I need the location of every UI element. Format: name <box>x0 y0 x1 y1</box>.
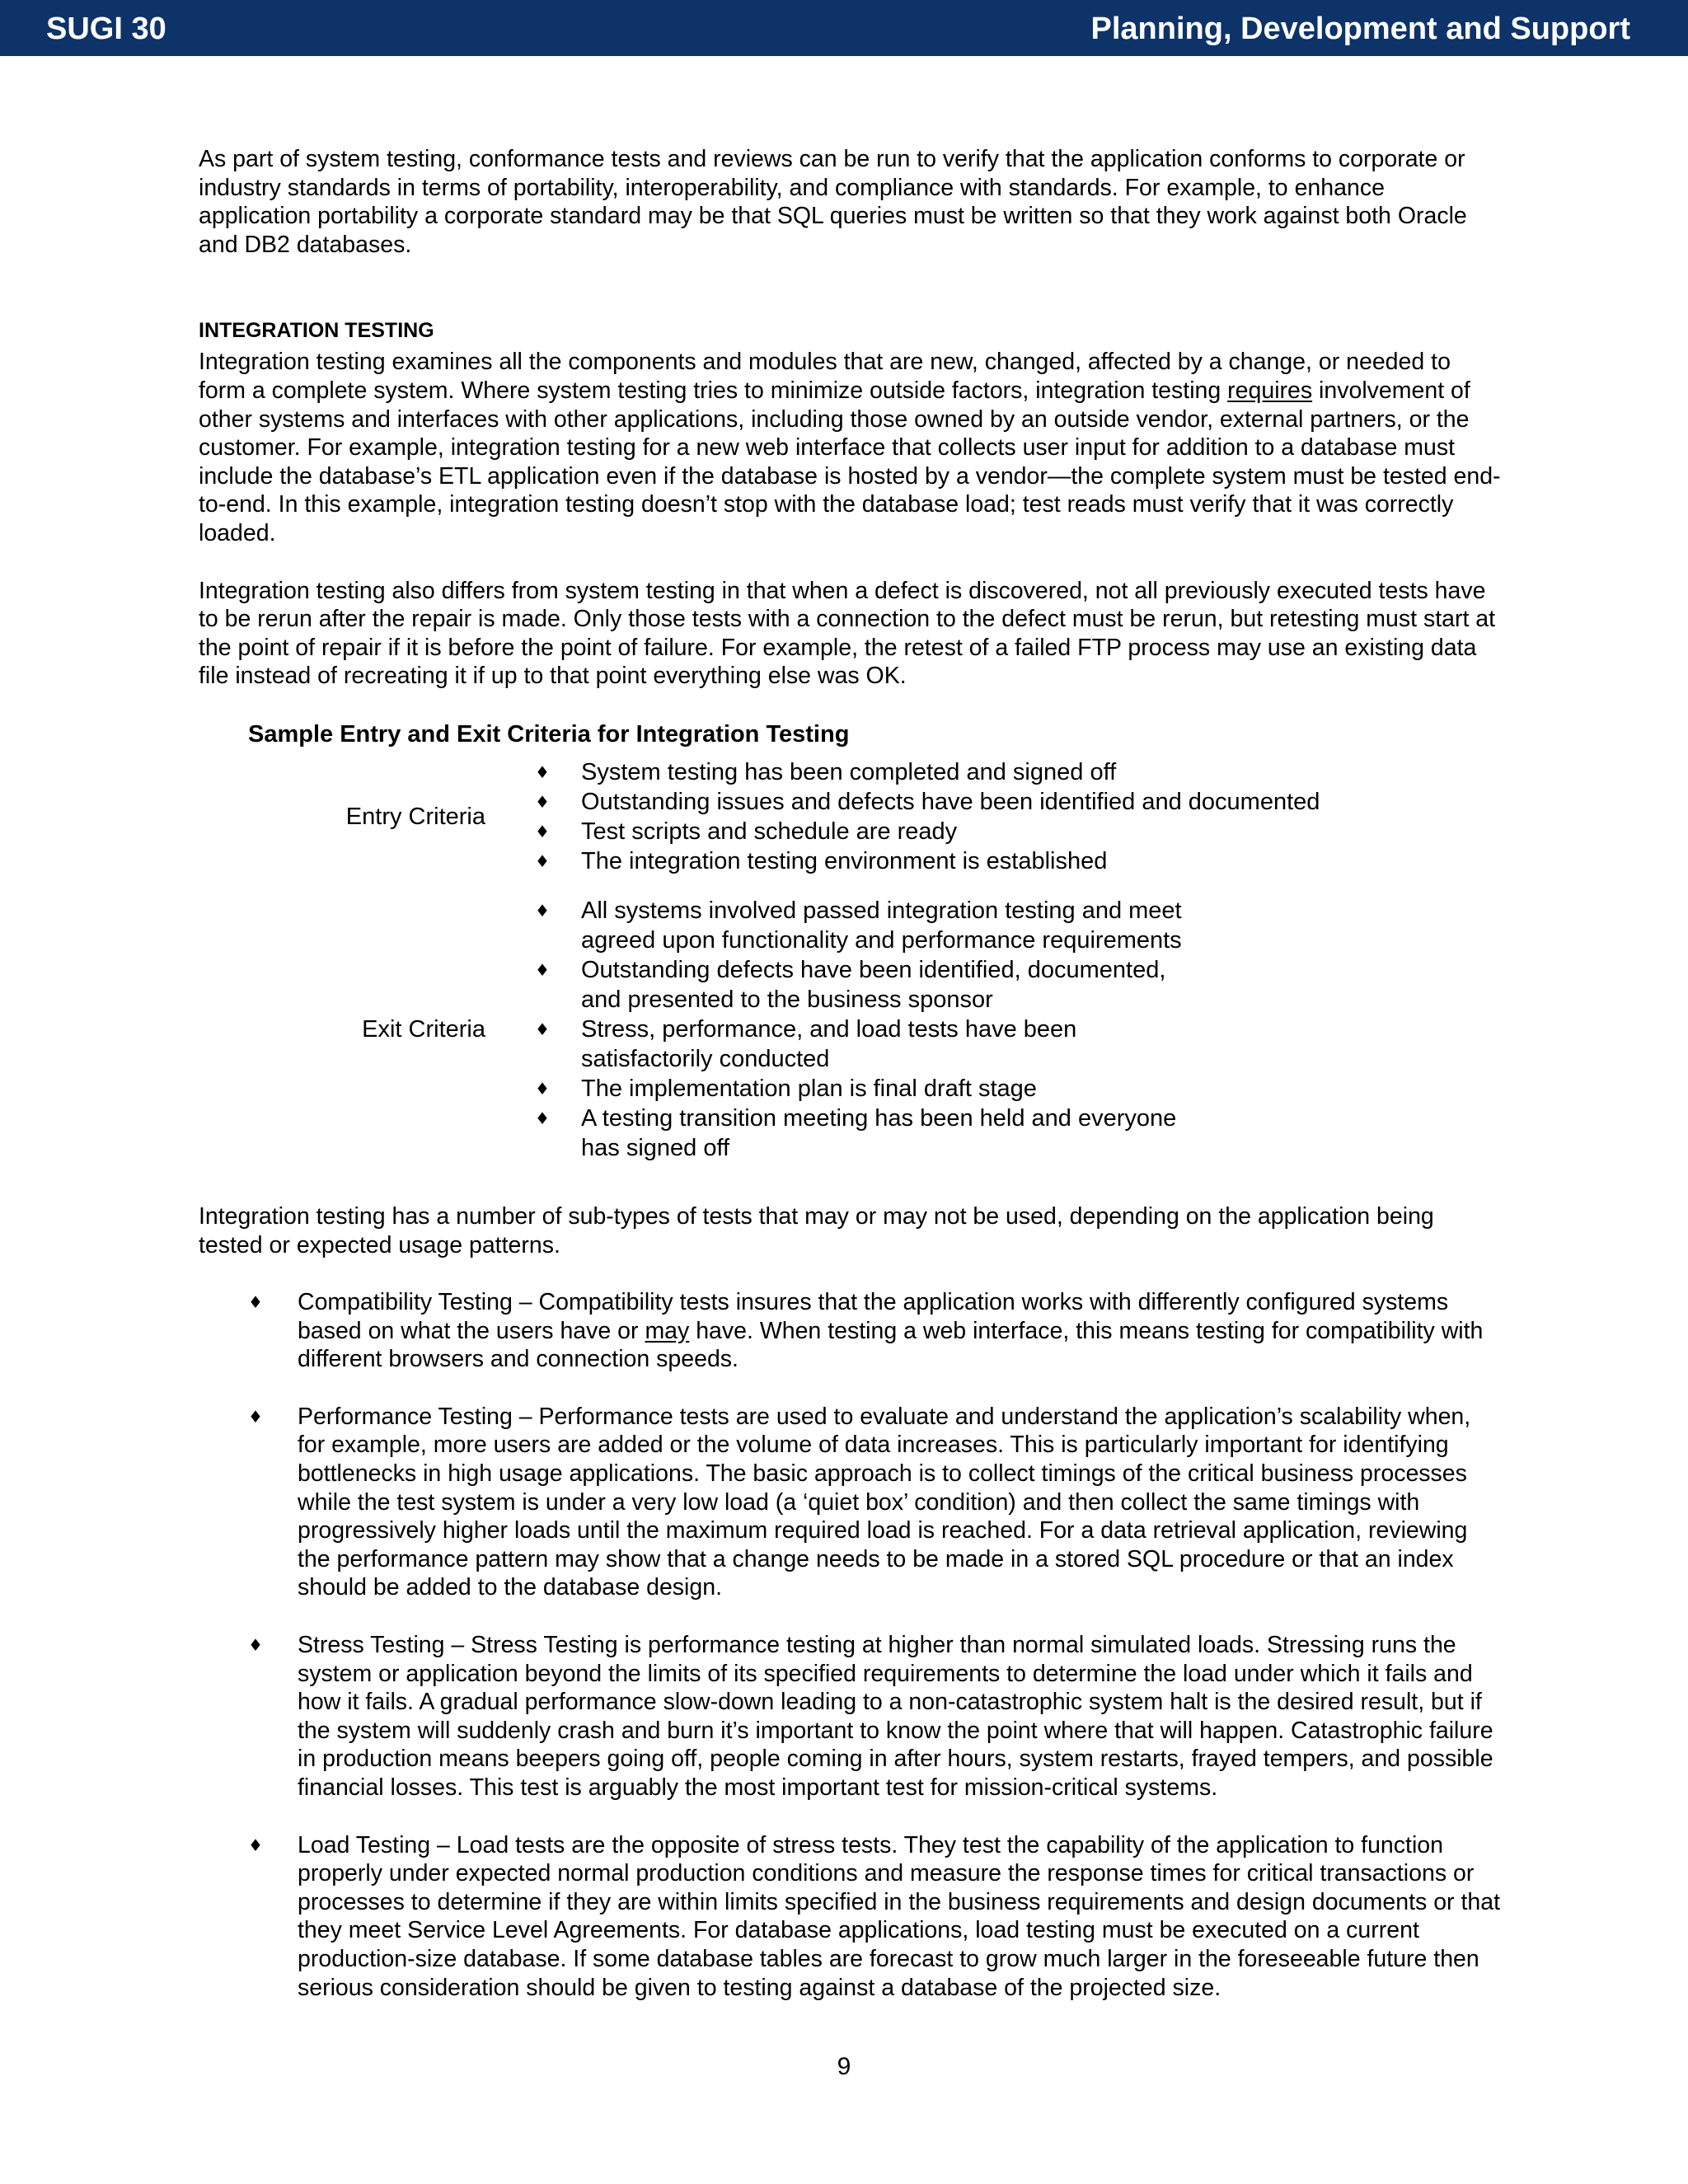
entry-criteria-item: ♦ Test scripts and schedule are ready <box>535 817 1501 846</box>
header-conference: SUGI 30 <box>46 12 166 46</box>
integration-testing-heading: INTEGRATION TESTING <box>199 319 434 343</box>
entry-criteria-block <box>199 757 1501 876</box>
compatibility-testing-item <box>199 1288 1501 1374</box>
exit-criteria-item: ♦ A testing transition meeting has been held and everyone has signed off <box>535 1104 1204 1163</box>
entry-criteria-list <box>485 757 1501 876</box>
entry-criteria-label: Entry Criteria <box>345 803 485 830</box>
exit-criteria-item: ♦ Stress, performance, and load tests have been satisfactorily conducted <box>535 1015 1204 1074</box>
subtypes-intro-paragraph: Integration testing has a number of sub-types of tests that may or may not be used, depending on the application being tested or expected usage patterns. <box>199 1202 1434 1258</box>
criteria-title: Sample Entry and Exit Criteria for Integration Testing <box>248 720 850 748</box>
exit-criteria-item: ♦ All systems involved passed integration testing and meet agreed upon functionality and performance requirements <box>535 896 1204 955</box>
exit-criteria-item: ♦ The implementation plan is final draft stage <box>535 1074 1204 1104</box>
underlined-may: may <box>645 1317 690 1344</box>
entry-criteria-item: ♦ System testing has been completed and signed off <box>535 757 1501 787</box>
entry-criteria-item: ♦ The integration testing environment is established <box>535 846 1501 876</box>
compatibility-text: Compatibility Testing – Compatibility tests insures that the application works with differently configured systems based on what the users have or <box>298 1289 1449 1344</box>
subtypes-list <box>199 1288 1501 2002</box>
exit-criteria-block <box>199 896 1501 1163</box>
stress-testing-item: ♦ Stress Testing – Stress Testing is performance testing at higher than normal simulated loads. Stressing runs the system or application beyond the limits of its specified requirements to determine the load under which it fails and how it fails. A gradual performance slow-down leading to a non-catastrophic system halt is the desired result, but if the system will suddenly crash and burn it’s important to know the point where that will happen. Catastrophic failure in production means beepers going off, people coming in after hours, system restarts, frayed tempers, and possible financial losses. This test is arguably the most important test for mission-critical systems. <box>199 1631 1501 1802</box>
page-header <box>0 0 1688 56</box>
compatibility-text-cont: have. When testing a web interface, this means testing for compatibility with different browsers and connection speeds. <box>298 1317 1484 1373</box>
integration-paragraph-2: Integration testing also differs from system testing in that when a defect is discovered, not all previously executed tests have to be rerun after the repair is made. Only those tests with a connection to the defect must be rerun, but retesting must start at the point of repair if it is before the point of failure. For example, the retest of a failed FTP process may use an existing data file instead of recreating it if up to that point everything else was OK. <box>199 577 1496 690</box>
performance-testing-item: ♦ Performance Testing – Performance tests are used to evaluate and understand the application’s scalability when, for example, more users are added or the volume of data increases. This is particularly important for identifying bottlenecks in high usage applications. The basic approach is to collect timings of the critical business processes while the test system is under a very low load (a ‘quiet box’ condition) and then collect the same timings with progressively higher loads until the maximum required load is reached. For a data retrieval application, reviewing the performance pattern may show that a change needs to be made in a stored SQL procedure or that an index should be added to the database design. <box>199 1403 1501 1602</box>
load-testing-item: ♦ Load Testing – Load tests are the opposite of stress tests. They test the capability of the application to function properly under expected normal production conditions and measure the response times for critical transactions or processes to determine if they are within limits specified in the business requirements and design documents or that they meet Service Level Agreements. For database applications, load testing must be executed on a current production-size database. If some database tables are forecast to grow much larger in the foreseeable future then serious consideration should be given to testing against a database of the projected size. <box>199 1831 1501 2003</box>
exit-criteria-list <box>485 896 1501 1163</box>
integration-p1-text: Integration testing examines all the components and modules that are new, changed, affected by a change, or needed to form a complete system. Where system testing tries to minimize outside factors, integration testing <box>199 349 1451 404</box>
page-body <box>199 145 1501 2031</box>
exit-criteria-item: ♦ Outstanding defects have been identified, documented, and presented to the business sponsor <box>535 955 1204 1015</box>
integration-paragraph-1 <box>199 348 1501 547</box>
header-section-title: Planning, Development and Support <box>1090 12 1630 46</box>
underlined-requires: requires <box>1227 377 1313 404</box>
entry-criteria-item: ♦ Outstanding issues and defects have been identified and documented <box>535 787 1501 817</box>
exit-criteria-label: Exit Criteria <box>362 1015 485 1043</box>
page-number: 9 <box>837 2053 851 2080</box>
integration-p1-text-cont: involvement of other systems and interfaces with other applications, including those owned by an outside vendor, external partners, or the customer. For example, integration testing for a new web interface that collects user input for addition to a database must include the database’s ETL application even if the database is hosted by a vendor—the complete system must be tested end-to-end. In this example, integration testing doesn’t stop with the database load; test reads must verify that it was correctly loaded. <box>199 377 1501 546</box>
intro-paragraph: As part of system testing, conformance tests and reviews can be run to verify that the application conforms to corporate or industry standards in terms of portability, interoperability, and compliance with standards. For example, to enhance application portability a corporate standard may be that SQL queries must be written so that they work against both Oracle and DB2 databases. <box>199 146 1467 258</box>
